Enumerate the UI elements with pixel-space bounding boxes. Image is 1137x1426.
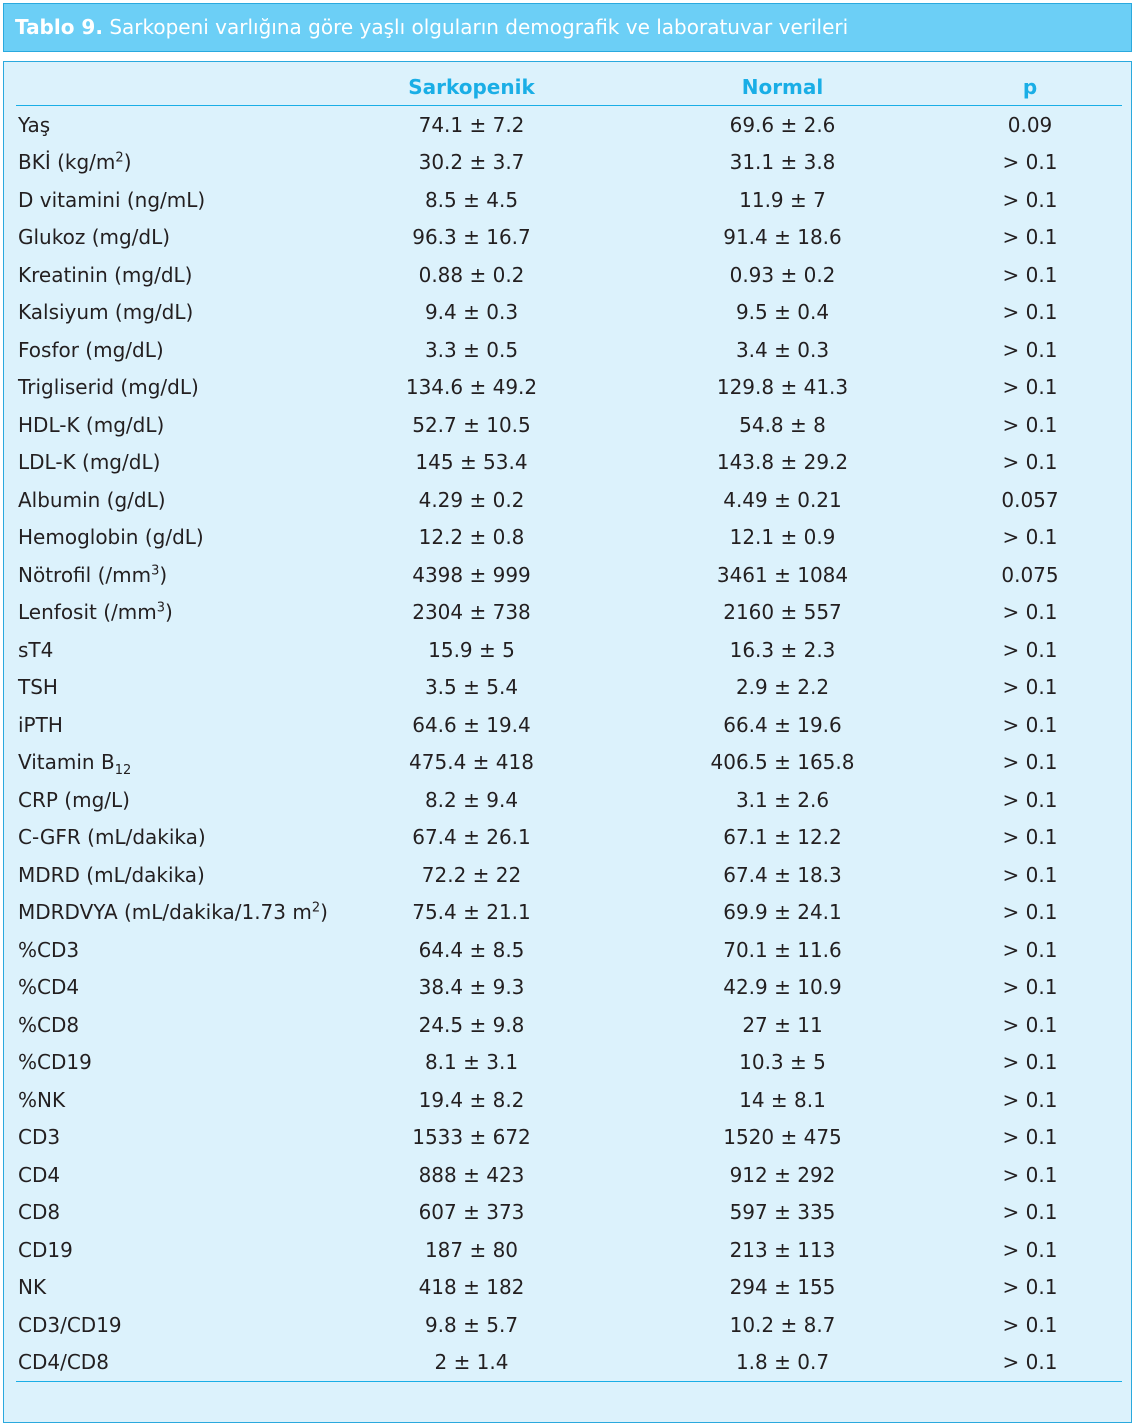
- cell-p-value: > 0.1: [1002, 375, 1058, 400]
- cell-p-value: > 0.1: [1002, 337, 1058, 362]
- cell-sarkopenik: 475.4 ± 418: [409, 750, 534, 775]
- table-row: [16, 781, 1122, 819]
- parameter-superscript: 2: [115, 150, 124, 166]
- parameter-name: %NK: [18, 1087, 66, 1112]
- table-row: [16, 1119, 1122, 1157]
- cell-p-value: > 0.1: [1002, 712, 1058, 737]
- cell-normal: 14 ± 8.1: [739, 1087, 826, 1112]
- cell-p-value: > 0.1: [1002, 1312, 1058, 1337]
- cell-normal: 1.8 ± 0.7: [627, 1344, 938, 1382]
- cell-sarkopenik: 19.4 ± 8.2: [418, 1087, 525, 1112]
- table-row: [16, 444, 1122, 482]
- table-row: [16, 931, 1122, 969]
- cell-sarkopenik: 418 ± 182: [418, 1275, 525, 1300]
- parameter-name: D vitamini (ng/mL): [18, 187, 206, 212]
- cell-p-value: 0.057: [1001, 487, 1059, 512]
- row-parameter: [16, 969, 316, 1007]
- row-parameter: [16, 1156, 316, 1194]
- row-parameter: [16, 219, 316, 257]
- table-row: [16, 1194, 1122, 1232]
- cell-sarkopenik: 2304 ± 738: [412, 600, 531, 625]
- cell-sarkopenik: 4398 ± 999: [412, 562, 531, 587]
- parameter-name: Nötrofil (/mm: [18, 562, 152, 587]
- cell-sarkopenik: 2 ± 1.4: [316, 1344, 627, 1382]
- parameter-name: CRP (mg/L): [18, 787, 130, 812]
- row-parameter: [16, 931, 316, 969]
- table-row: [16, 631, 1122, 669]
- table-row: [16, 369, 1122, 407]
- parameter-name-suffix: ): [159, 562, 168, 587]
- parameter-name: NK: [18, 1275, 47, 1300]
- cell-sarkopenik: 0.88 ± 0.2: [418, 262, 525, 287]
- table-row: [16, 294, 1122, 332]
- cell-sarkopenik: 888 ± 423: [418, 1162, 525, 1187]
- table-row: [16, 406, 1122, 444]
- cell-sarkopenik: 134.6 ± 49.2: [405, 375, 538, 400]
- parameter-name: Fosfor (mg/dL): [18, 337, 164, 362]
- row-parameter: [16, 894, 328, 932]
- cell-p-value: > 0.1: [1002, 187, 1058, 212]
- cell-p-value: > 0.1: [1002, 225, 1058, 250]
- row-parameter: [16, 594, 316, 632]
- table-row: [16, 331, 1122, 369]
- cell-normal: 42.9 ± 10.9: [723, 975, 842, 1000]
- parameter-name: CD4: [18, 1162, 61, 1187]
- cell-p-value: > 0.1: [1002, 262, 1058, 287]
- parameter-name: CD3: [18, 1125, 61, 1150]
- parameter-name: CD8: [18, 1200, 61, 1225]
- cell-p-value: > 0.1: [1002, 1012, 1058, 1037]
- row-parameter: [16, 369, 316, 407]
- row-parameter: [16, 819, 316, 857]
- table-row: [16, 1006, 1122, 1044]
- cell-sarkopenik: 67.4 ± 26.1: [412, 825, 531, 850]
- parameter-name: %CD8: [18, 1012, 80, 1037]
- cell-normal: 27 ± 11: [742, 1012, 823, 1037]
- parameter-name: C-GFR (mL/dakika): [18, 825, 206, 850]
- parameter-name: Trigliserid (mg/dL): [18, 375, 199, 400]
- table-panel: [3, 61, 1132, 1423]
- cell-p-value: > 0.1: [1002, 1162, 1058, 1187]
- cell-sarkopenik: 9.8 ± 5.7: [424, 1312, 519, 1337]
- parameter-name: MDRDVYA (mL/dakika/1.73 m: [18, 900, 312, 925]
- cell-normal: 912 ± 292: [729, 1162, 836, 1187]
- cell-normal: 69.6 ± 2.6: [729, 112, 836, 137]
- cell-p-value: > 0.1: [1002, 1275, 1058, 1300]
- cell-normal: 0.93 ± 0.2: [729, 262, 836, 287]
- cell-sarkopenik: 30.2 ± 3.7: [418, 150, 525, 175]
- row-parameter: [16, 106, 316, 144]
- table-row: [16, 1344, 1122, 1382]
- row-parameter: [16, 556, 316, 594]
- table-row: [16, 1044, 1122, 1082]
- cell-sarkopenik: 4.29 ± 0.2: [418, 487, 525, 512]
- cell-p-value: > 0.1: [1002, 412, 1058, 437]
- cell-sarkopenik: 52.7 ± 10.5: [412, 412, 531, 437]
- cell-normal: 4.49 ± 0.21: [723, 487, 842, 512]
- cell-sarkopenik: 72.2 ± 22: [421, 862, 522, 887]
- cell-sarkopenik: 38.4 ± 9.3: [418, 975, 525, 1000]
- parameter-name: iPTH: [18, 712, 63, 737]
- row-parameter: [16, 331, 316, 369]
- cell-p-value: > 0.1: [1002, 450, 1058, 475]
- table-row: [16, 1231, 1122, 1269]
- cell-sarkopenik: 96.3 ± 16.7: [412, 225, 531, 250]
- header-p: p: [938, 68, 1122, 106]
- cell-sarkopenik: 24.5 ± 9.8: [418, 1012, 525, 1037]
- cell-p-value: > 0.1: [1002, 637, 1058, 662]
- row-parameter: [16, 444, 316, 482]
- table-row: [16, 181, 1122, 219]
- table-row: [16, 256, 1122, 294]
- parameter-name: MDRD (mL/dakika): [18, 862, 205, 887]
- cell-normal: 9.5 ± 0.4: [735, 300, 830, 325]
- cell-normal: 406.5 ± 165.8: [710, 750, 855, 775]
- cell-sarkopenik: 145 ± 53.4: [415, 450, 528, 475]
- parameter-superscript: 2: [311, 900, 321, 916]
- cell-p-value: > 0.1: [1002, 750, 1058, 775]
- cell-normal: 12.1 ± 0.9: [729, 525, 836, 550]
- cell-sarkopenik: 9.4 ± 0.3: [424, 300, 519, 325]
- parameter-name: Yaş: [18, 112, 51, 137]
- table-row: [16, 856, 1122, 894]
- row-parameter: [16, 1006, 316, 1044]
- cell-sarkopenik: 1533 ± 672: [412, 1125, 531, 1150]
- parameter-name: %CD19: [18, 1050, 92, 1075]
- table-body: [16, 106, 1122, 1382]
- cell-normal: 2.9 ± 2.2: [735, 675, 830, 700]
- cell-normal: 69.9 ± 24.1: [723, 900, 842, 925]
- table-row: [16, 144, 1122, 182]
- parameter-name: sT4: [18, 637, 54, 662]
- table-row: [16, 481, 1122, 519]
- cell-sarkopenik: 12.2 ± 0.8: [418, 525, 525, 550]
- parameter-name: Vitamin B: [18, 750, 115, 775]
- cell-sarkopenik: 8.1 ± 3.1: [424, 1050, 519, 1075]
- cell-p-value: > 0.1: [1002, 900, 1058, 925]
- parameter-name: %CD3: [18, 937, 80, 962]
- header-parameter: [16, 68, 316, 106]
- header-row: [16, 68, 1122, 106]
- table-row: [16, 1156, 1122, 1194]
- cell-p-value: > 0.1: [1002, 825, 1058, 850]
- row-parameter: [16, 1081, 316, 1119]
- cell-normal: 10.2 ± 8.7: [729, 1312, 836, 1337]
- table-row: [16, 106, 1122, 144]
- cell-sarkopenik: 187 ± 80: [424, 1237, 519, 1262]
- row-parameter: [16, 256, 316, 294]
- parameter-superscript: 3: [151, 563, 160, 579]
- cell-p-value: > 0.1: [1002, 1050, 1058, 1075]
- table-row: [16, 706, 1122, 744]
- cell-sarkopenik: 64.6 ± 19.4: [412, 712, 531, 737]
- row-parameter: [16, 144, 316, 182]
- row-parameter: [16, 1119, 316, 1157]
- row-parameter: [16, 519, 316, 557]
- table-row: [16, 1081, 1122, 1119]
- parameter-name: Kalsiyum (mg/dL): [18, 300, 194, 325]
- parameter-name: CD4/CD8: [18, 1350, 109, 1375]
- header-sarkopenik: Sarkopenik: [316, 68, 627, 106]
- parameter-name: HDL-K (mg/dL): [18, 412, 165, 437]
- table-row: [16, 744, 1122, 782]
- row-parameter: [16, 181, 316, 219]
- cell-normal: 67.1 ± 12.2: [723, 825, 842, 850]
- parameter-name: TSH: [18, 675, 58, 700]
- cell-normal: 213 ± 113: [729, 1237, 836, 1262]
- cell-p-value: > 0.1: [1002, 150, 1058, 175]
- table-row: [16, 669, 1122, 707]
- cell-normal: 294 ± 155: [729, 1275, 836, 1300]
- cell-normal: 11.9 ± 7: [739, 187, 826, 212]
- parameter-name: CD3/CD19: [18, 1312, 122, 1337]
- row-parameter: [16, 1344, 316, 1382]
- row-parameter: [16, 406, 316, 444]
- cell-p-value: > 0.1: [1002, 1125, 1058, 1150]
- data-table: [16, 68, 1122, 1382]
- cell-normal: 54.8 ± 8: [739, 412, 826, 437]
- cell-normal: 3461 ± 1084: [716, 562, 849, 587]
- cell-normal: 2160 ± 557: [723, 600, 842, 625]
- cell-p-value: > 0.1: [1002, 300, 1058, 325]
- row-parameter: [16, 1231, 316, 1269]
- cell-p-value: 0.075: [1001, 562, 1059, 587]
- parameter-name: Glukoz (mg/dL): [18, 225, 171, 250]
- row-parameter: [16, 1269, 316, 1307]
- cell-p-value: > 0.1: [938, 1344, 1122, 1382]
- parameter-name: Hemoglobin (g/dL): [18, 525, 204, 550]
- parameter-name: Kreatinin (mg/dL): [18, 262, 193, 287]
- row-parameter: [16, 781, 316, 819]
- cell-p-value: > 0.1: [1002, 1237, 1058, 1262]
- cell-sarkopenik: 8.5 ± 4.5: [424, 187, 519, 212]
- parameter-name: %CD4: [18, 975, 80, 1000]
- cell-sarkopenik: 3.3 ± 0.5: [424, 337, 519, 362]
- cell-sarkopenik: 607 ± 373: [418, 1200, 525, 1225]
- header-normal: Normal: [627, 68, 938, 106]
- cell-p-value: > 0.1: [1002, 787, 1058, 812]
- cell-normal: 31.1 ± 3.8: [729, 150, 836, 175]
- cell-normal: 10.3 ± 5: [739, 1050, 826, 1075]
- cell-p-value: > 0.1: [1002, 525, 1058, 550]
- row-parameter: [16, 481, 316, 519]
- cell-p-value: > 0.1: [1002, 862, 1058, 887]
- table-row: [16, 219, 1122, 257]
- table-row: [16, 556, 1122, 594]
- table-caption: [3, 3, 1132, 52]
- row-parameter: [16, 1194, 316, 1232]
- row-parameter: [16, 1306, 316, 1344]
- row-parameter: [16, 669, 316, 707]
- cell-normal: 3.4 ± 0.3: [735, 337, 830, 362]
- cell-p-value: 0.09: [1007, 112, 1053, 137]
- row-parameter: [16, 294, 316, 332]
- cell-normal: 66.4 ± 19.6: [723, 712, 842, 737]
- cell-p-value: > 0.1: [1002, 975, 1058, 1000]
- cell-sarkopenik: 15.9 ± 5: [428, 637, 515, 662]
- cell-sarkopenik: 3.5 ± 5.4: [424, 675, 519, 700]
- row-parameter: [16, 856, 316, 894]
- cell-normal: 129.8 ± 41.3: [716, 375, 849, 400]
- parameter-name-suffix: ): [165, 600, 173, 625]
- cell-sarkopenik: 64.4 ± 8.5: [418, 937, 525, 962]
- cell-normal: 1520 ± 475: [723, 1125, 842, 1150]
- cell-p-value: > 0.1: [1002, 600, 1058, 625]
- table-row: [16, 594, 1122, 632]
- parameter-subscript: 12: [114, 763, 132, 779]
- cell-sarkopenik: 74.1 ± 7.2: [418, 112, 525, 137]
- parameter-name: Lenfosit (/mm: [18, 600, 157, 625]
- cell-sarkopenik: 75.4 ± 21.1: [412, 900, 531, 925]
- table-caption-label: Tablo 9.: [15, 15, 103, 39]
- cell-normal: 91.4 ± 18.6: [723, 225, 842, 250]
- parameter-name: BKİ (kg/m: [18, 150, 116, 175]
- cell-normal: 67.4 ± 18.3: [723, 862, 842, 887]
- parameter-superscript: 3: [156, 600, 166, 616]
- table-row: [16, 519, 1122, 557]
- cell-p-value: > 0.1: [1002, 1200, 1058, 1225]
- cell-p-value: > 0.1: [1002, 937, 1058, 962]
- cell-p-value: > 0.1: [1002, 675, 1058, 700]
- table-row: [16, 894, 1122, 932]
- parameter-name: CD19: [18, 1237, 73, 1262]
- cell-normal: 3.1 ± 2.6: [735, 787, 830, 812]
- table-row: [16, 1269, 1122, 1307]
- cell-normal: 16.3 ± 2.3: [729, 637, 836, 662]
- cell-normal: 70.1 ± 11.6: [723, 937, 842, 962]
- cell-normal: 597 ± 335: [729, 1200, 836, 1225]
- cell-p-value: > 0.1: [1002, 1087, 1058, 1112]
- cell-normal: 143.8 ± 29.2: [716, 450, 849, 475]
- parameter-name: LDL-K (mg/dL): [18, 450, 161, 475]
- table-row: [16, 819, 1122, 857]
- cell-sarkopenik: 8.2 ± 9.4: [424, 787, 519, 812]
- parameter-name-suffix: ): [320, 900, 328, 925]
- table-row: [16, 969, 1122, 1007]
- table-row: [16, 1306, 1122, 1344]
- table-caption-text: Sarkopeni varlığına göre yaşlı olguların demografik ve laboratuvar verileri: [109, 15, 849, 39]
- row-parameter: [16, 631, 316, 669]
- parameter-name: Albumin (g/dL): [18, 487, 166, 512]
- row-parameter: [16, 706, 316, 744]
- row-parameter: [16, 744, 316, 782]
- parameter-name-suffix: ): [123, 150, 132, 175]
- row-parameter: [16, 1044, 316, 1082]
